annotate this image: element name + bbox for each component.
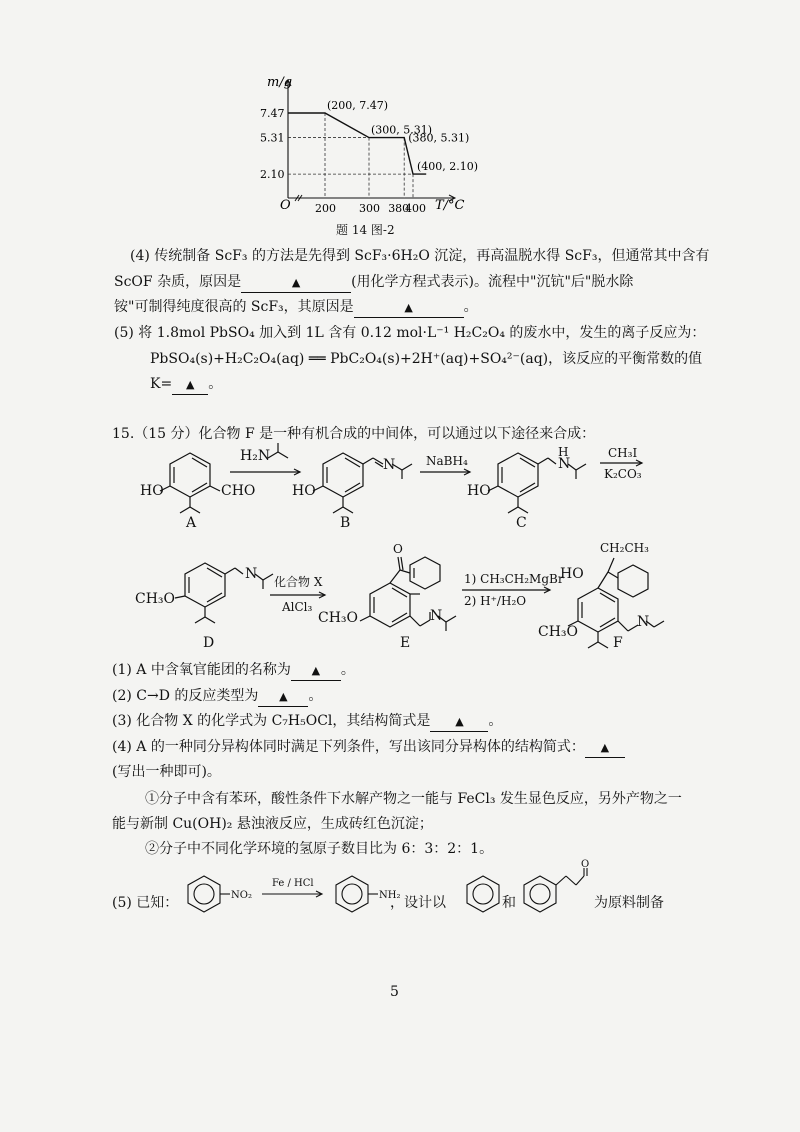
reagent-nabh4: NaBH₄ [426,454,468,468]
group-ch3o-e: CH₃O [318,610,359,626]
x-tick-label: 380 [388,202,410,215]
benzene-ring-icon [336,876,368,912]
group-ho-b: HO [292,483,316,499]
group-n-c: N [558,456,571,472]
y-tick-label: 2.10 [260,168,285,182]
condition-1-line1: ①分子中含有苯环，酸性条件下水解产物之一能与 FeCl₃ 发生显色反应，另外产物之一 [145,791,682,807]
group-ch3o-d: CH₃O [135,591,176,607]
group-n-e: N [430,608,443,624]
triangle-mark-icon: ▲ [600,741,610,754]
triangle-mark-icon: ▲ [291,276,301,289]
condition-2: ②分子中不同化学环境的氢原子数目比为 6：3：2：1。 [145,841,494,857]
compound-b-label: B [340,515,351,531]
q14-4-text-d: 。 [463,299,478,315]
answer-blank[interactable] [291,661,341,681]
q14-5-line1: (5) 将 1.8mol PbSO₄ 加入到 1L 含有 0.12 mol·L⁻¹ H₂C₂O₄ 的废水中，发生的离子反应为： [114,325,706,341]
chart-origin: O [280,198,291,213]
q15-5-known-reaction [180,859,610,922]
group-ho-a: HO [140,483,164,499]
k-label: K= [150,376,173,392]
q14-4-line2 [114,273,633,293]
y-tick-label: 7.47 [260,107,285,120]
x-tick-label: 200 [315,202,336,215]
q15-4-line1 [112,738,625,758]
compound-d-structure [175,563,273,623]
reagent-k2co3: K₂CO₃ [604,467,642,481]
data-point-label: (300, 5.31) [371,123,433,137]
q15-3-text: (3) 化合物 X 的化学式为 C₇H₅OCl，其结构简式是 [112,713,431,729]
answer-blank[interactable] [241,273,351,293]
q14-5-equation: PbSO₄(s)+H₂C₂O₄(aq) ══ PbC₂O₄(s)+2H⁺(aq)+SO₄²⁻(aq)，该反应的平衡常数的值 [150,351,703,367]
q14-4-text-b: (用化学方程式表示)。流程中"沉钪"后"脱水除 [351,274,634,290]
triangle-mark-icon: ▲ [311,664,321,677]
group-ho-f: HO [560,566,584,582]
chart-series [288,113,426,174]
group-ch3o-f: CH₃O [538,624,579,640]
answer-blank[interactable] [585,738,625,758]
reagent-alcl3: AlCl₃ [282,600,313,614]
condition-1-line2: 能与新制 Cu(OH)₂ 悬浊液反应，生成砖红色沉淀； [112,816,433,832]
compound-a-structure [160,453,220,513]
q15-2 [112,687,322,707]
x-tick-label: 400 [405,202,426,215]
reagent-acid-water: 2) H⁺/H₂O [464,594,527,608]
chart-x-axis-label: T/°C [435,198,465,213]
chart-caption: 题 14 图-2 [336,223,395,237]
compound-c-label: C [516,515,527,531]
mass-temperature-chart [255,70,479,235]
q15-5-text-c: 和 [502,895,516,911]
answer-blank[interactable] [430,712,488,732]
compound-a-label: A [186,515,197,531]
answer-blank[interactable] [258,687,308,707]
period: 。 [340,662,355,678]
benzene-ring-icon [188,876,220,912]
triangle-mark-icon: ▲ [455,715,464,728]
q14-4-line1: (4) 传统制备 ScF₃ 的方法是先得到 ScF₃·6H₂O 沉淀，再高温脱水得 ScF₃，但通常其中含有 [130,248,710,264]
data-point-label: (200, 7.47) [327,99,389,112]
q15-4-text: (4) A 的一种同分异构体同时满足下列条件，写出该同分异构体的结构简式： [112,739,585,755]
reagent-ch3i: CH₃I [608,446,638,460]
y-tick-label: 5.31 [260,131,285,145]
group-no2: NO₂ [231,890,252,901]
period: 。 [488,713,503,729]
benzene-ring-icon [467,876,499,912]
q15-4-line2: (写出一种即可)。 [112,764,221,780]
triangle-mark-icon: ▲ [404,301,413,314]
q15-5-text-d: 为原料制备 [594,895,664,911]
compound-f-label: F [613,635,623,651]
page-number: 5 [390,984,399,1000]
group-nh2: NH₂ [379,890,401,901]
compound-e-label: E [400,635,411,651]
triangle-mark-icon: ▲ [185,378,195,391]
triangle-mark-icon: ▲ [279,690,288,703]
group-ho-c: HO [467,483,491,499]
synthesis-scheme [130,440,670,660]
compound-d-label: D [203,635,215,651]
reagent-h2n: H₂N [240,448,271,464]
benzene-ring-icon [524,876,556,912]
q15-2-text: (2) C→D 的反应类型为 [112,688,259,704]
q14-4-text-a: ScOF 杂质，原因是 [114,274,242,290]
q15-1-text: (1) A 中含氧官能团的名称为 [112,662,291,678]
data-point-label: (400, 2.10) [417,160,479,174]
group-o-aldehyde: O [581,859,590,870]
q14-5-k-line [150,375,222,395]
group-o-e: O [393,542,403,556]
group-h-c: H [558,445,569,459]
q15-5-text-b: ，设计以 [390,895,446,911]
group-n-b: N [383,457,396,473]
q14-4-text-c: 铵"可制得纯度很高的 ScF₃，其原因是 [114,299,354,315]
chart-point-labels [327,99,478,173]
group-cho-a: CHO [221,483,256,499]
reagent-fe-hcl: Fe / HCl [272,878,314,889]
compound-b-structure [313,453,412,513]
q14-4-line3 [114,298,478,318]
data-point-label: (380, 5.31) [408,131,470,145]
chart-y-axis-label: m/g [267,75,293,90]
q15-1 [112,661,355,681]
group-n-f: N [637,614,650,630]
compound-c-structure [488,453,586,513]
series-line [288,113,426,174]
k-end: 。 [208,376,223,392]
q15-5-label: (5) 已知： [112,895,179,911]
answer-blank[interactable] [354,298,464,318]
q15-3 [112,712,502,732]
reagent-compound-x: 化合物 X [274,575,323,589]
period: 。 [308,688,323,704]
group-ethyl-f: CH₂CH₃ [600,541,649,555]
reagent-grignard: 1) CH₃CH₂MgBr [464,572,564,586]
group-n-d: N [245,566,258,582]
x-tick-label: 300 [359,202,380,215]
q15-header: 15.（15 分）化合物 F 是一种有机合成的中间体，可以通过以下途径来合成： [112,426,596,442]
answer-blank[interactable] [172,375,208,395]
